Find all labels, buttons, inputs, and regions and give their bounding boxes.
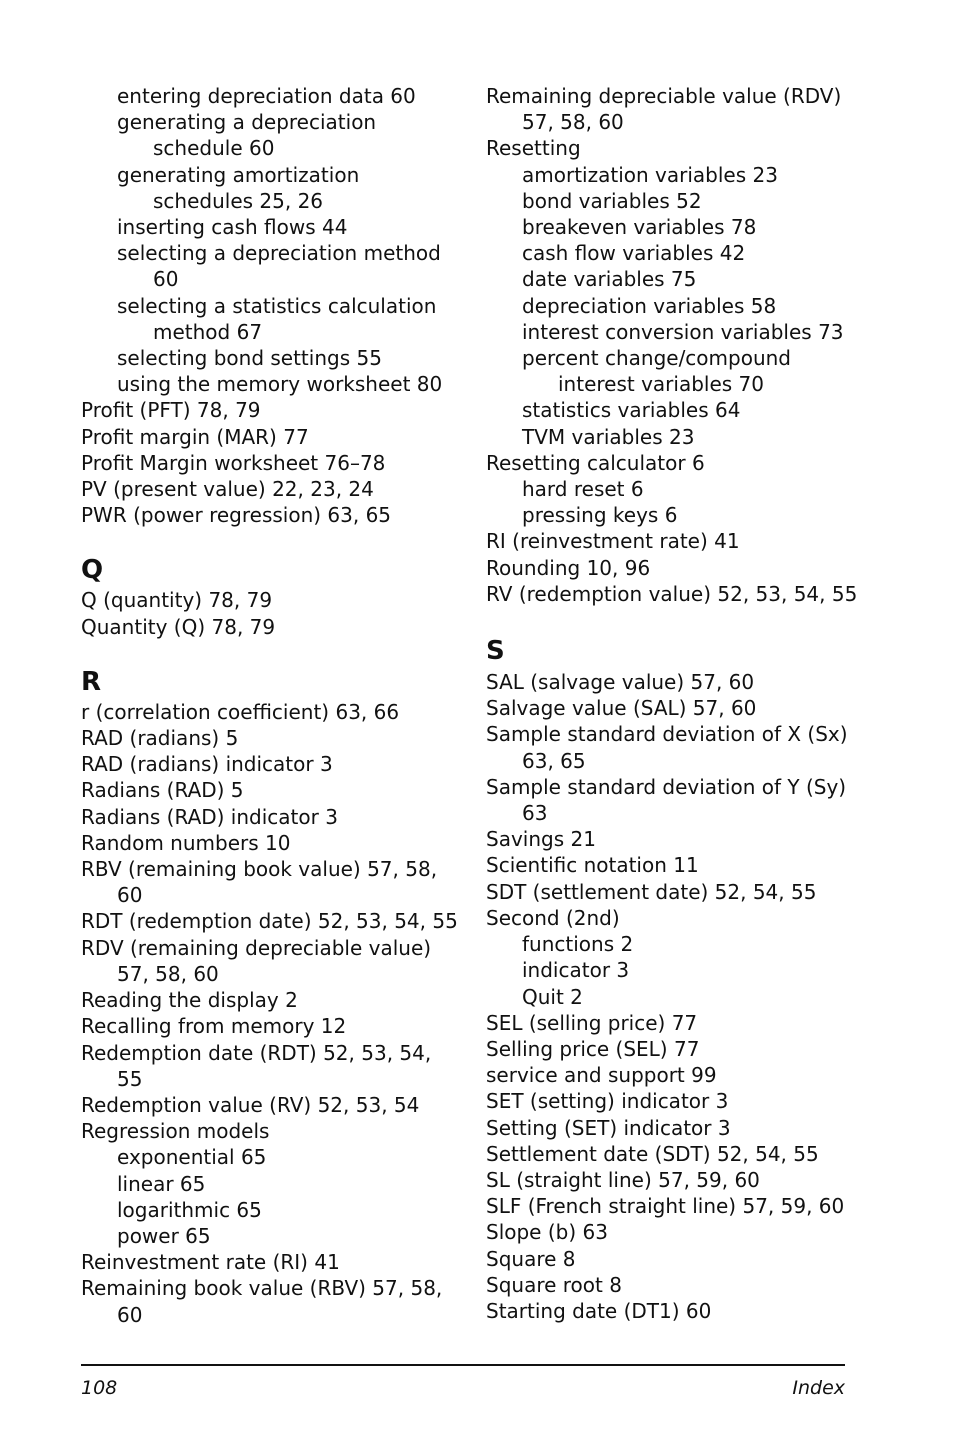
index-entry: interest conversion variables 73 xyxy=(522,319,844,344)
index-entry: linear 65 xyxy=(117,1171,206,1196)
index-entry: selecting a statistics calculation method 67 xyxy=(117,293,437,344)
index-entry: r (correlation coefficient) 63, 66 xyxy=(81,699,400,724)
index-entry: bond variables 52 xyxy=(522,188,702,213)
index-entry: selecting bond settings 55 xyxy=(117,346,382,371)
entries-r xyxy=(81,699,461,1328)
index-entry: Radians (RAD) 5 xyxy=(81,778,244,803)
index-entry: RI (reinvestment rate) 41 xyxy=(486,529,740,554)
index-entry: Quit 2 xyxy=(522,984,583,1009)
index-entry: power 65 xyxy=(117,1223,211,1248)
index-entry: Scientific notation 11 xyxy=(486,853,699,878)
index-entry: Resetting xyxy=(486,136,581,161)
index-column-left xyxy=(81,83,461,1328)
index-entry: entering depreciation data 60 xyxy=(117,84,416,108)
index-entry: RDT (redemption date) 52, 53, 54, 55 xyxy=(81,909,458,934)
index-entry: Slope (b) 63 xyxy=(486,1220,608,1245)
index-entry: Random numbers 10 xyxy=(81,830,291,855)
index-entry: SDT (settlement date) 52, 54, 55 xyxy=(486,879,817,904)
index-entry: SET (setting) indicator 3 xyxy=(486,1089,729,1114)
index-entry: Regression models xyxy=(81,1119,270,1144)
index-entry: hard reset 6 xyxy=(522,477,644,502)
index-entry: logarithmic 65 xyxy=(117,1197,262,1222)
section-letter-s: S xyxy=(486,636,505,667)
index-entry: breakeven variables 78 xyxy=(522,215,757,240)
index-entry: RV (redemption value) 52, 53, 54, 55 xyxy=(486,581,858,606)
index-entry: Second (2nd) xyxy=(486,905,620,930)
index-entry: date variables 75 xyxy=(522,267,697,292)
index-entry: percent change/compound interest variables 70 xyxy=(522,346,791,397)
index-entry: Salvage value (SAL) 57, 60 xyxy=(486,696,757,721)
index-entry: Profit margin (MAR) 77 xyxy=(81,424,309,449)
index-entry: Savings 21 xyxy=(486,827,596,852)
index-entry: Profit Margin worksheet 76–78 xyxy=(81,450,386,475)
index-entry: SL (straight line) 57, 59, 60 xyxy=(486,1167,760,1192)
index-entry: exponential 65 xyxy=(117,1145,267,1170)
index-entry: generating amortization schedules 25, 26 xyxy=(117,162,360,213)
index-column-right xyxy=(486,83,866,1324)
footer-rule xyxy=(81,1364,845,1366)
index-entry: Radians (RAD) indicator 3 xyxy=(81,804,338,829)
index-entry: service and support 99 xyxy=(486,1063,717,1088)
index-entry: indicator 3 xyxy=(522,958,630,983)
index-entry: Remaining depreciable value (RDV) 57, 58, 60 xyxy=(486,84,842,135)
page-number: 108 xyxy=(81,1377,118,1399)
index-entry: PWR (power regression) 63, 65 xyxy=(81,503,392,528)
index-entry: SLF (French straight line) 57, 59, 60 xyxy=(486,1194,845,1219)
index-entry: Sample standard deviation of Y (Sy) 63 xyxy=(486,774,847,826)
index-entry: Q (quantity) 78, 79 xyxy=(81,588,273,613)
index-entry: generating a depreciation schedule 60 xyxy=(117,110,377,161)
index-entry: RDV (remaining depreciable value) 57, 58, 60 xyxy=(81,935,432,986)
index-entry: amortization variables 23 xyxy=(522,162,778,187)
index-entry: Recalling from memory 12 xyxy=(81,1014,347,1039)
entries-continued-p xyxy=(81,83,461,528)
index-entry: Setting (SET) indicator 3 xyxy=(486,1115,731,1140)
index-entry: Rounding 10, 96 xyxy=(486,555,651,580)
index-entry: RAD (radians) indicator 3 xyxy=(81,752,333,777)
index-entry: Quantity (Q) 78, 79 xyxy=(81,614,276,639)
index-entry: RAD (radians) 5 xyxy=(81,726,239,751)
index-entry: Reading the display 2 xyxy=(81,988,298,1013)
index-entry: RBV (remaining book value) 57, 58, 60 xyxy=(81,857,438,908)
index-entry: Selling price (SEL) 77 xyxy=(486,1036,700,1061)
index-entry: Sample standard deviation of X (Sx) 63, 65 xyxy=(486,722,848,773)
index-entry: SAL (salvage value) 57, 60 xyxy=(486,670,755,695)
section-letter-q: Q xyxy=(81,555,104,586)
index-entry: Square root 8 xyxy=(486,1272,622,1297)
index-entry: Resetting calculator 6 xyxy=(486,450,705,475)
index-entry: Reinvestment rate (RI) 41 xyxy=(81,1250,340,1275)
index-entry: Profit (PFT) 78, 79 xyxy=(81,398,261,423)
index-entry: SEL (selling price) 77 xyxy=(486,1010,698,1035)
index-entry: selecting a depreciation method 60 xyxy=(117,241,441,292)
entries-r-continued xyxy=(486,83,866,607)
index-entry: Redemption value (RV) 52, 53, 54 xyxy=(81,1092,420,1117)
entries-q xyxy=(81,587,461,639)
index-entry: Redemption date (RDT) 52, 53, 54, 55 xyxy=(81,1040,432,1091)
index-entry: inserting cash flows 44 xyxy=(117,215,348,240)
section-name: Index xyxy=(792,1377,845,1399)
section-letter-r: R xyxy=(81,666,102,697)
entries-s xyxy=(486,669,866,1324)
index-entry: statistics variables 64 xyxy=(522,398,741,423)
index-entry: TVM variables 23 xyxy=(522,424,695,449)
index-entry: cash flow variables 42 xyxy=(522,241,746,266)
index-entry: using the memory worksheet 80 xyxy=(117,372,443,397)
index-entry: pressing keys 6 xyxy=(522,503,678,528)
index-entry: functions 2 xyxy=(522,932,634,957)
index-entry: Remaining book value (RBV) 57, 58, 60 xyxy=(81,1276,443,1327)
index-entry: Settlement date (SDT) 52, 54, 55 xyxy=(486,1141,819,1166)
index-entry: Square 8 xyxy=(486,1246,576,1271)
index-entry: Starting date (DT1) 60 xyxy=(486,1298,712,1323)
index-entry: PV (present value) 22, 23, 24 xyxy=(81,477,374,502)
index-entry: depreciation variables 58 xyxy=(522,293,777,318)
